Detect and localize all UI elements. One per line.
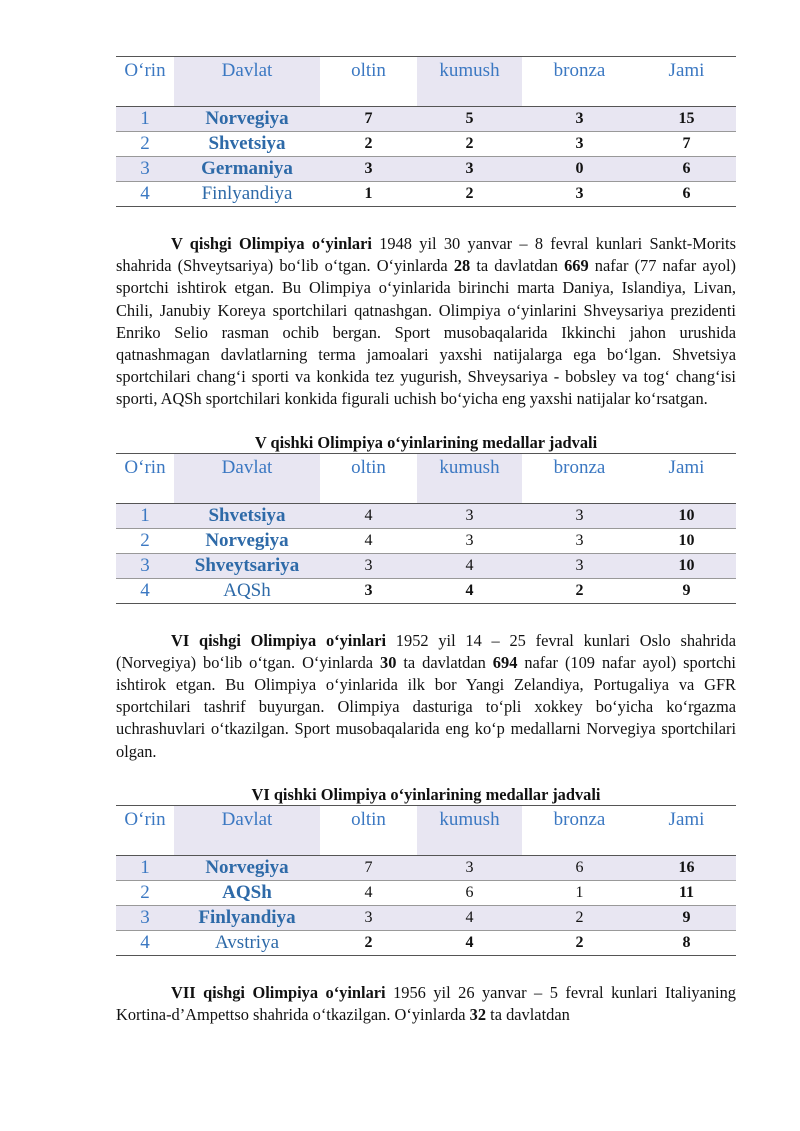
- silver-cell: 3: [417, 528, 522, 553]
- header-silver: kumush: [417, 453, 522, 503]
- rank-cell: 3: [116, 553, 174, 578]
- silver-cell: 4: [417, 930, 522, 955]
- gold-cell: 4: [320, 528, 417, 553]
- table-row: [116, 107, 736, 132]
- country-cell: Finlyandiya: [174, 182, 320, 207]
- table-header-row: [116, 805, 736, 855]
- rank-cell: 3: [116, 905, 174, 930]
- table-row: [116, 930, 736, 955]
- table-row: [116, 157, 736, 182]
- document-page: [116, 56, 736, 1026]
- header-bronze: bronza: [522, 453, 637, 503]
- country-cell: Germaniya: [174, 157, 320, 182]
- text-run: ta davlatdan: [396, 652, 493, 672]
- header-gold: oltin: [320, 57, 417, 107]
- country-cell: Shvetsiya: [174, 503, 320, 528]
- country-cell: Avstriya: [174, 930, 320, 955]
- rank-cell: 4: [116, 930, 174, 955]
- total-cell: 6: [637, 157, 736, 182]
- rank-cell: 2: [116, 528, 174, 553]
- table-row: [116, 553, 736, 578]
- country-cell: Shveytsariya: [174, 553, 320, 578]
- country-cell: Finlyandiya: [174, 905, 320, 930]
- rank-cell: 2: [116, 132, 174, 157]
- gold-cell: 4: [320, 503, 417, 528]
- silver-cell: 3: [417, 157, 522, 182]
- table-row: [116, 528, 736, 553]
- text-run: 1948 yil 30 yanvar – 8 fevral kunlari Sankt-Morits shahrida (Shveytsariya) bo‘lib o‘tgan. O‘yinlarda: [116, 234, 736, 276]
- silver-cell: 5: [417, 107, 522, 132]
- table-row: [116, 503, 736, 528]
- text-run: nafar (77 nafar ayol) sportchi ishtirok etgan. Bu Olimpiya o‘yinlarida birinchi marta Daniya, Islandiya, Livan, Chili, Janubiy Koreya sportchilari qatnashgan. Olimpiya o‘yinlarini Shveysariya prezidenti Enriko Selio rasman ochib bergan. Sport musobaqalarida Ikkinchi jahon urushida qatnashmagan davlatlarning terma jamoalari yaxshi natijalarga ega bo‘lgan. Shvetsiya sportchilari chang‘i sporti va konkida tez yugurish, Shveysariya - bobsley va tog‘ chang‘isi sporti, AQSh sportchilari konkida figurali uchish bo‘yicha eng yaxshi natijalar ko‘rsatgan.: [116, 256, 736, 409]
- rank-cell: 1: [116, 503, 174, 528]
- gold-cell: 3: [320, 553, 417, 578]
- table-row: [116, 905, 736, 930]
- gold-cell: 2: [320, 930, 417, 955]
- gold-cell: 3: [320, 157, 417, 182]
- header-silver: kumush: [417, 57, 522, 107]
- table-header-row: [116, 57, 736, 107]
- header-country: Davlat: [174, 805, 320, 855]
- total-cell: 16: [637, 855, 736, 880]
- rank-cell: 1: [116, 107, 174, 132]
- silver-cell: 4: [417, 905, 522, 930]
- total-cell: 15: [637, 107, 736, 132]
- silver-cell: 4: [417, 578, 522, 603]
- bronze-cell: 3: [522, 132, 637, 157]
- bronze-cell: 3: [522, 503, 637, 528]
- total-cell: 10: [637, 528, 736, 553]
- rank-cell: 2: [116, 880, 174, 905]
- header-gold: oltin: [320, 805, 417, 855]
- bronze-cell: 3: [522, 553, 637, 578]
- table-caption: V qishki Olimpiya o‘yinlarining medallar jadvali: [254, 432, 598, 452]
- table-caption: VI qishki Olimpiya o‘yinlarining medallar jadvali: [251, 784, 601, 804]
- bronze-cell: 6: [522, 855, 637, 880]
- silver-cell: 4: [417, 553, 522, 578]
- bronze-cell: 1: [522, 880, 637, 905]
- bronze-cell: 2: [522, 905, 637, 930]
- total-cell: 10: [637, 503, 736, 528]
- gold-cell: 2: [320, 132, 417, 157]
- paragraph-title: VII qishgi Olimpiya o‘yinlari: [171, 982, 386, 1002]
- header-rank: O‘rin: [116, 805, 174, 855]
- header-rank: O‘rin: [116, 453, 174, 503]
- total-cell: 9: [637, 905, 736, 930]
- text-run: ta davlatdan: [486, 1005, 570, 1025]
- header-total: Jami: [637, 57, 736, 107]
- medal-table-3: [116, 805, 736, 956]
- table-row: [116, 578, 736, 603]
- athlete-count: 694: [492, 652, 518, 672]
- gold-cell: 4: [320, 880, 417, 905]
- total-cell: 8: [637, 930, 736, 955]
- athlete-count: 669: [564, 256, 589, 276]
- paragraph-v-games: [116, 233, 736, 411]
- table-row: [116, 880, 736, 905]
- bronze-cell: 3: [522, 182, 637, 207]
- silver-cell: 3: [417, 855, 522, 880]
- total-cell: 7: [637, 132, 736, 157]
- gold-cell: 7: [320, 107, 417, 132]
- country-count: 28: [453, 256, 471, 276]
- table-header-row: [116, 453, 736, 503]
- silver-cell: 2: [417, 182, 522, 207]
- bronze-cell: 0: [522, 157, 637, 182]
- rank-cell: 1: [116, 855, 174, 880]
- table-row: [116, 182, 736, 207]
- header-rank: O‘rin: [116, 57, 174, 107]
- medal-table-2: [116, 453, 736, 604]
- bronze-cell: 2: [522, 578, 637, 603]
- text-run: ta davlatdan: [470, 256, 565, 276]
- rank-cell: 4: [116, 578, 174, 603]
- gold-cell: 3: [320, 905, 417, 930]
- total-cell: 6: [637, 182, 736, 207]
- country-cell: AQSh: [174, 578, 320, 603]
- table-row: [116, 132, 736, 157]
- silver-cell: 3: [417, 503, 522, 528]
- text-run: 1952 yil 14 – 25 fevral kunlari Oslo shahrida (Norvegiya) bo‘lib o‘tgan. O‘yinlarda: [116, 630, 736, 672]
- medal-table-1: [116, 56, 736, 207]
- country-count: 32: [469, 1005, 487, 1025]
- total-cell: 9: [637, 578, 736, 603]
- header-country: Davlat: [174, 57, 320, 107]
- gold-cell: 1: [320, 182, 417, 207]
- country-count: 30: [380, 652, 397, 672]
- header-silver: kumush: [417, 805, 522, 855]
- header-total: Jami: [637, 453, 736, 503]
- header-total: Jami: [637, 805, 736, 855]
- header-gold: oltin: [320, 453, 417, 503]
- gold-cell: 7: [320, 855, 417, 880]
- silver-cell: 6: [417, 880, 522, 905]
- country-cell: Norvegiya: [174, 855, 320, 880]
- silver-cell: 2: [417, 132, 522, 157]
- paragraph-title: V qishgi Olimpiya o‘yinlari: [171, 234, 372, 253]
- text-run: nafar (109 nafar ayol) sportchi ishtirok etgan. Bu Olimpiya o‘yinlarida ilk bor Yangi Zelandiya, Portugaliya va GFR sportchilari tashrif buyurgan. Olimpiya dasturiga to‘pli xokkey bo‘yicha ko‘rgazma uchrashuvlari o‘tkazilgan. Sport musobaqalarida eng ko‘p medallarni Norvegiya sportchilari olgan.: [116, 652, 736, 761]
- rank-cell: 3: [116, 157, 174, 182]
- header-bronze: bronza: [522, 57, 637, 107]
- bronze-cell: 2: [522, 930, 637, 955]
- paragraph-vii-games: [116, 982, 736, 1026]
- gold-cell: 3: [320, 578, 417, 603]
- paragraph-vi-games: [116, 630, 736, 763]
- rank-cell: 4: [116, 182, 174, 207]
- country-cell: Norvegiya: [174, 107, 320, 132]
- bronze-cell: 3: [522, 528, 637, 553]
- country-cell: Shvetsiya: [174, 132, 320, 157]
- text-run: 1956 yil 26 yanvar – 5 fevral kunlari Italiyaning Kortina-d’Ampettso shahrida o‘tkazilgan. O‘yinlarda: [116, 982, 736, 1025]
- header-country: Davlat: [174, 453, 320, 503]
- total-cell: 10: [637, 553, 736, 578]
- bronze-cell: 3: [522, 107, 637, 132]
- header-bronze: bronza: [522, 805, 637, 855]
- total-cell: 11: [637, 880, 736, 905]
- country-cell: Norvegiya: [174, 528, 320, 553]
- paragraph-title: VI qishgi Olimpiya o‘yinlari: [171, 630, 387, 650]
- table-row: [116, 855, 736, 880]
- country-cell: AQSh: [174, 880, 320, 905]
